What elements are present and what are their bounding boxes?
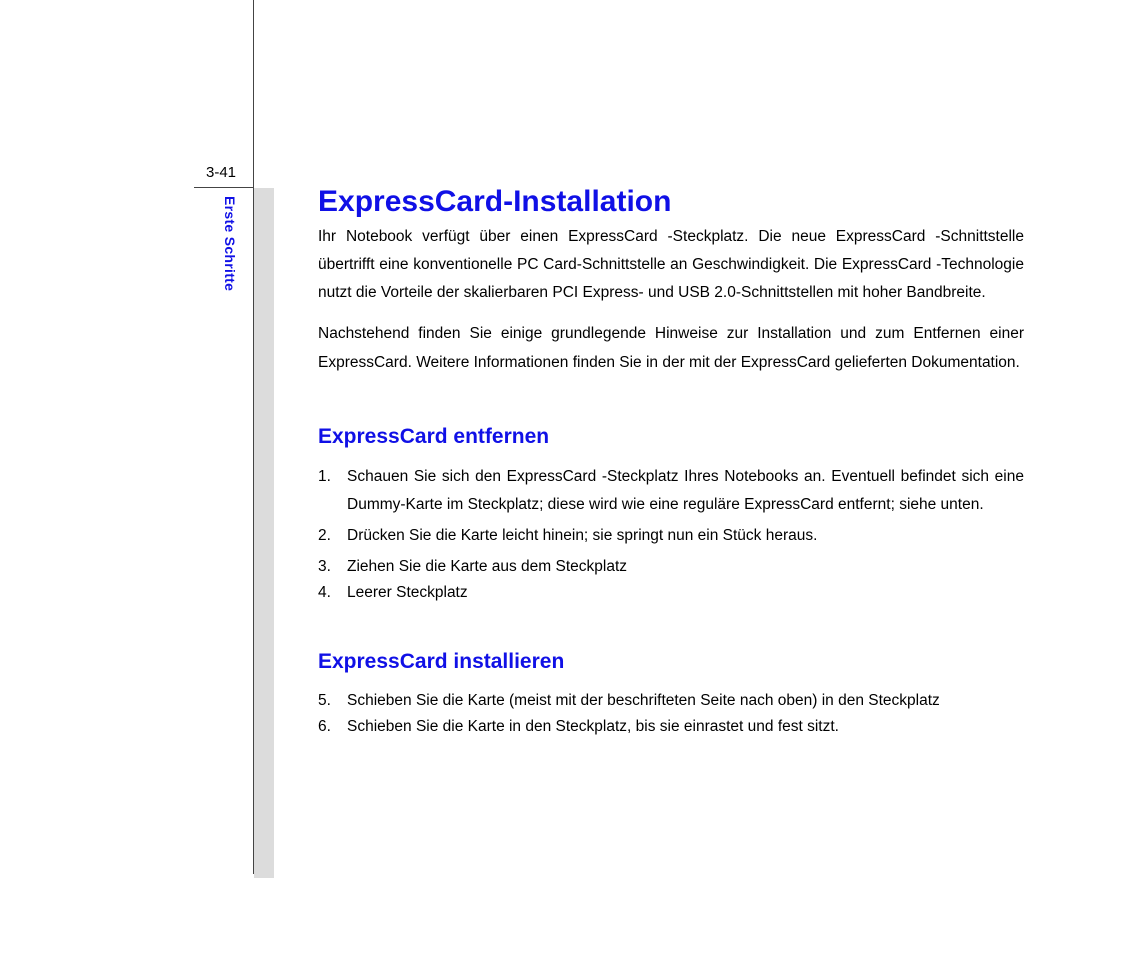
list-item [318, 583, 1024, 603]
list-item-number: 3. [318, 558, 331, 575]
list-item-text: Schieben Sie die Karte (meist mit der beschrifteten Seite nach oben) in den Steckplatz [347, 692, 940, 709]
list-item [318, 463, 1024, 519]
list-item-number: 1. [318, 468, 331, 485]
list-item [318, 691, 1024, 711]
list-item-number: 2. [318, 527, 331, 544]
list-item [318, 557, 1024, 577]
page-number-rule [194, 187, 254, 188]
list-item-text: Leerer Steckplatz [347, 584, 468, 601]
remove-heading: ExpressCard entfernen [318, 425, 550, 448]
intro-paragraph-2: Nachstehend finden Sie einige grundlegende Hinweise zur Installation und zum Entfernen einer ExpressCard. Weitere Informationen finden Sie in der mit der ExpressCard gelieferten Dokumentation. [318, 325, 1024, 371]
install-heading: ExpressCard installieren [318, 650, 565, 673]
remove-steps-list [318, 463, 1024, 603]
list-item-number: 6. [318, 718, 331, 735]
chapter-label: Erste Schritte [222, 196, 238, 292]
list-item [318, 526, 1024, 546]
list-item-text: Schieben Sie die Karte in den Steckplatz, bis sie einrastet und fest sitzt. [347, 718, 839, 735]
intro-paragraph-1: Ihr Notebook verfügt über einen ExpressCard -Steckplatz. Die neue ExpressCard -Schnittstelle übertrifft eine konventionelle PC Card-Schnittstelle an Geschwindigkeit. Die ExpressCard -Technologie nutzt die Vorteile der skalierbaren PCI Express- und USB 2.0-Schnittstellen mit hoher Bandbreite. [318, 228, 1024, 301]
list-item-text: Ziehen Sie die Karte aus dem Steckplatz [347, 558, 628, 575]
list-item [318, 717, 1024, 737]
list-item-number: 4. [318, 584, 331, 601]
page-title: ExpressCard-Installation [318, 185, 672, 218]
list-item-number: 5. [318, 692, 331, 709]
page-number: 3-41 [206, 164, 237, 181]
list-item-text: Drücken Sie die Karte leicht hinein; sie springt nun ein Stück heraus. [347, 527, 818, 544]
install-steps-list [318, 691, 1024, 737]
main-content [318, 180, 1024, 737]
list-item-text: Schauen Sie sich den ExpressCard -Steckplatz Ihres Notebooks an. Eventuell befindet sich eine Dummy-Karte im Steckplatz; diese wird wie eine reguläre ExpressCard entfernt; siehe unten. [347, 468, 1024, 513]
margin-gray-bar [254, 188, 274, 878]
